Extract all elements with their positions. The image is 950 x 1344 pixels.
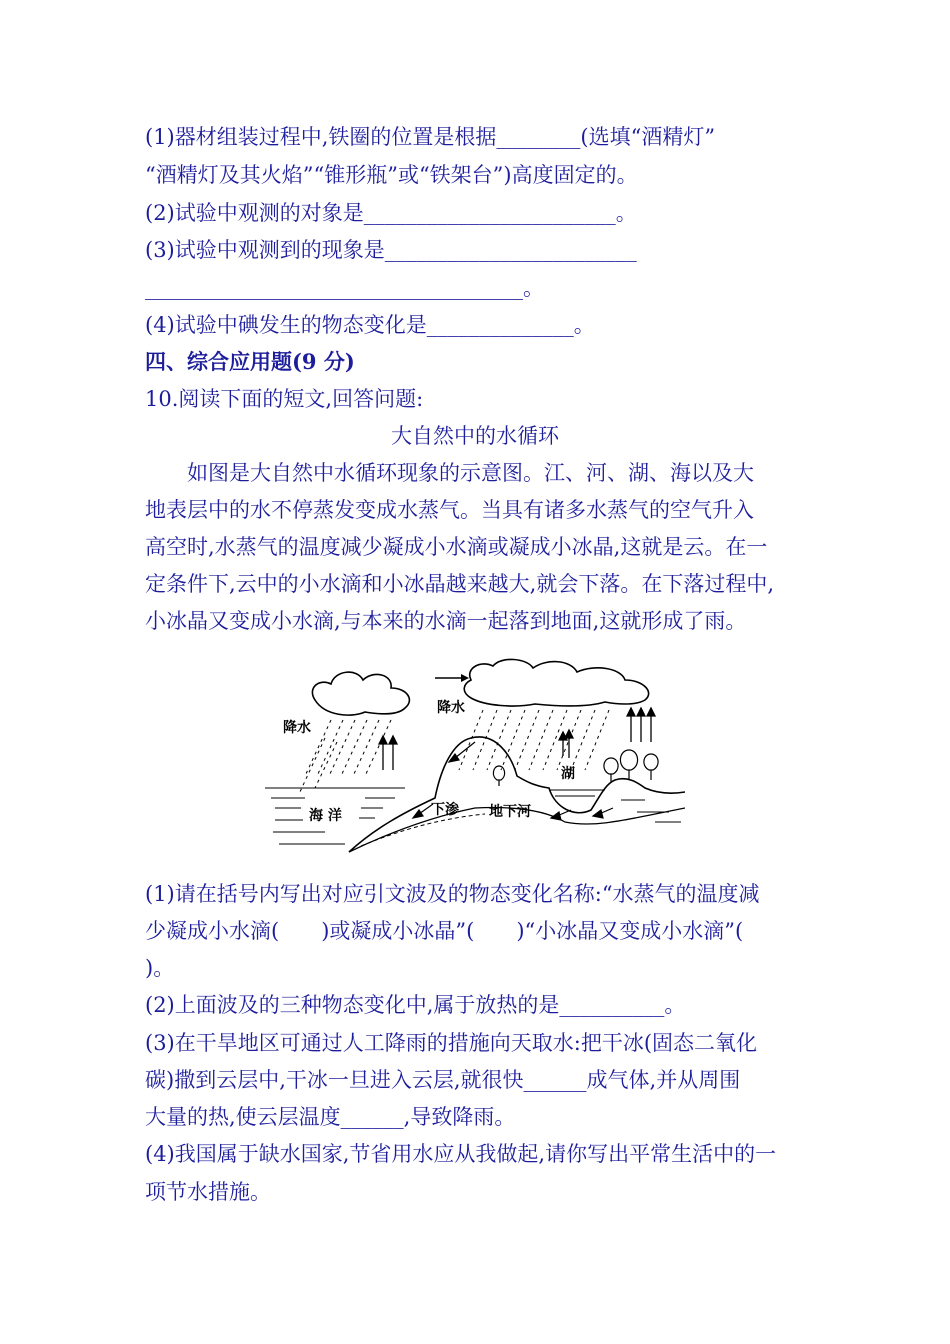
subquestion-1-line-1: (1)请在括号内写出对应引文波及的物态变化名称:“水蒸气的温度减 [145,882,760,906]
question-1-line-1: (1)器材组装过程中,铁圈的位置是根据________(选填“酒精灯” [145,125,716,149]
passage-title: 大自然中的水循环 [391,424,559,448]
section-heading: 四、综合应用题(9 分) [145,349,355,374]
rain-right [459,710,609,770]
subquestion-3-line-2: 碳)撒到云层中,干冰一旦进入云层,就很快______成气体,并从周围 [145,1068,741,1092]
label-underground-river: 地下河 [489,804,531,820]
question-4: (4)试验中碘发生的物态变化是______________。 [145,313,595,337]
passage-line-4: 定条件下,云中的小水滴和小冰晶越来越大,就会下落。在下落过程中, [145,572,775,596]
cloud-left [312,672,409,715]
label-rain-left: 降水 [283,720,311,736]
water-cycle-diagram [265,658,685,854]
passage-line-1: 如图是大自然中水循环现象的示意图。江、河、湖、海以及大 [145,461,754,485]
lake-waves [549,790,605,796]
wind-arrow [435,674,469,682]
question-2: (2)试验中观测的对象是________________________。 [145,201,637,225]
label-seep: 下渗 [431,802,459,818]
question-3-line-1: (3)试验中观测到的现象是________________________ [145,238,637,262]
label-ocean: 海 洋 [309,808,342,824]
passage-line-2: 地表层中的水不停蒸发变成水蒸气。当具有诸多水蒸气的空气升入 [145,498,754,522]
label-rain-right: 降水 [437,700,465,716]
evaporation-arrows [379,708,655,770]
label-lake: 湖 [561,766,575,782]
subquestion-4-line-2: 项节水措施。 [145,1180,271,1204]
question-10-intro: 10.阅读下面的短文,回答问题: [145,387,424,411]
subquestion-3-line-3: 大量的热,使云层温度______,导致降雨。 [145,1105,516,1129]
underground-layer [361,814,485,846]
land [349,737,685,852]
cloud-right [464,659,648,706]
subquestion-3-line-1: (3)在干旱地区可通过人工降雨的措施向天取水:把干冰(固态二氧化 [145,1031,758,1055]
passage-line-5: 小冰晶又变成小水滴,与本来的水滴一起落到地面,这就形成了雨。 [145,609,747,633]
passage-line-3: 高空时,水蒸气的温度减少凝成小水滴或凝成小冰晶,这就是云。在一 [145,535,768,559]
question-3-line-2: ____________________________________。 [145,276,544,300]
subquestion-2: (2)上面波及的三种物态变化中,属于放热的是__________。 [145,993,686,1017]
subquestion-4-line-1: (4)我国属于缺水国家,节省用水应从我做起,请你写出平常生活中的一 [145,1142,777,1166]
subquestion-1-line-2: 少凝成小水滴( )或凝成小冰晶”( )“小冰晶又变成小水滴”( [145,919,744,943]
subquestion-1-line-3: )。 [145,956,175,980]
question-1-line-2: “酒精灯及其火焰”“锥形瓶”或“铁架台”)高度固定的。 [145,163,638,187]
rain-left [299,720,391,794]
